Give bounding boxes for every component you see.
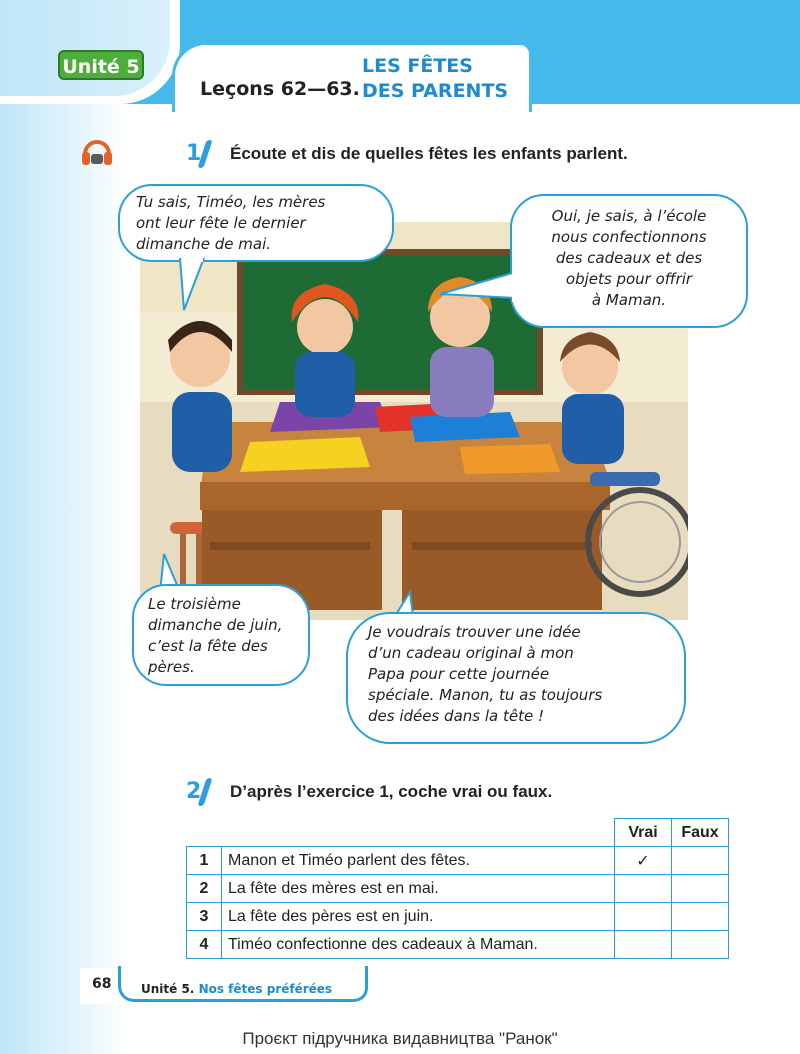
speech-bubble-4-line: spéciale. Manon, tu as toujours <box>368 686 603 704</box>
row-number: 2 <box>187 875 222 903</box>
speech-bubble-3-line: Le troisième <box>148 595 241 613</box>
speech-bubble-1-line: Tu sais, Timéo, les mères <box>136 193 326 211</box>
unit-badge: Unité 5 <box>58 50 144 80</box>
row-number: 3 <box>187 903 222 931</box>
column-header-vrai: Vrai <box>615 819 672 847</box>
row-statement: La fête des mères est en mai. <box>222 875 615 903</box>
row-statement: Manon et Timéo parlent des fêtes. <box>222 847 615 875</box>
speech-bubble-2-line: à Maman. <box>591 291 667 309</box>
page-title-line2: DES PARENTS <box>362 80 509 102</box>
footer-unit-name: Nos fêtes préférées <box>198 982 333 996</box>
exercise-1-instruction: Écoute et dis de quelles fêtes les enfants parlent. <box>230 144 628 163</box>
row-number: 1 <box>187 847 222 875</box>
exercise-2-instruction: D’après l’exercice 1, coche vrai ou faux. <box>230 782 553 801</box>
speech-bubble-2-line: Oui, je sais, à l’école <box>551 207 707 225</box>
vrai-checkbox-cell[interactable] <box>615 847 672 875</box>
exercise-1-number: 1 <box>176 138 216 170</box>
row-statement: Timéo confectionne des cadeaux à Maman. <box>222 931 615 959</box>
table-row <box>187 903 729 931</box>
table-row <box>187 847 729 875</box>
faux-checkbox-cell[interactable] <box>672 903 729 931</box>
speech-bubble-1-line: ont leur fête le dernier <box>136 214 306 232</box>
speech-bubble-3 <box>132 584 310 686</box>
vrai-checkbox-cell[interactable] <box>615 903 672 931</box>
check-icon: ✓ <box>636 852 650 870</box>
vrai-checkbox-cell[interactable] <box>615 875 672 903</box>
footer-unit-title <box>141 982 332 996</box>
speech-bubble-4-line: Je voudrais trouver une idée <box>368 623 581 641</box>
table-header-row <box>187 819 729 847</box>
column-header-faux: Faux <box>672 819 729 847</box>
page-number: 68 <box>92 976 112 992</box>
faux-checkbox-cell[interactable] <box>672 875 729 903</box>
speech-bubble-4-line: Papa pour cette journée <box>368 665 550 683</box>
faux-checkbox-cell[interactable] <box>672 847 729 875</box>
speech-bubble-2 <box>510 194 748 328</box>
speech-bubble-4 <box>346 612 686 744</box>
speech-bubble-2-line: des cadeaux et des <box>555 249 703 267</box>
true-false-table <box>186 818 729 959</box>
speech-bubble-1 <box>118 184 394 262</box>
page-title <box>362 54 508 104</box>
table-row <box>187 875 729 903</box>
exercise-2-number: 2 <box>176 776 216 808</box>
row-statement: La fête des pères est en juin. <box>222 903 615 931</box>
speech-bubble-2-line: nous confectionnons <box>551 228 707 246</box>
row-number: 4 <box>187 931 222 959</box>
speech-bubble-4-line: d’un cadeau original à mon <box>368 644 574 662</box>
speech-bubble-3-line: pères. <box>148 658 195 676</box>
lesson-label: Leçons 62—63. <box>200 78 360 100</box>
table-row <box>187 931 729 959</box>
speech-bubble-3-line: c’est la fête des <box>148 637 268 655</box>
faux-checkbox-cell[interactable] <box>672 931 729 959</box>
headphones-icon[interactable] <box>80 134 114 168</box>
page-title-line1: LES FÊTES <box>362 55 473 77</box>
speech-bubble-4-line: des idées dans la tête ! <box>368 707 544 725</box>
speech-bubble-3-line: dimanche de juin, <box>148 616 283 634</box>
vrai-checkbox-cell[interactable] <box>615 931 672 959</box>
speech-bubble-2-tail <box>438 268 518 308</box>
speech-bubble-1-tail <box>178 258 208 312</box>
publisher-note: Проєкт підручника видавництва "Ранок" <box>242 1029 558 1048</box>
speech-bubble-2-line: objets pour offrir <box>565 270 693 288</box>
table-header-spacer <box>222 819 615 847</box>
table-header-spacer <box>187 819 222 847</box>
footer-unit-label: Unité 5. <box>141 982 195 996</box>
speech-bubble-1-line: dimanche de mai. <box>136 235 272 253</box>
